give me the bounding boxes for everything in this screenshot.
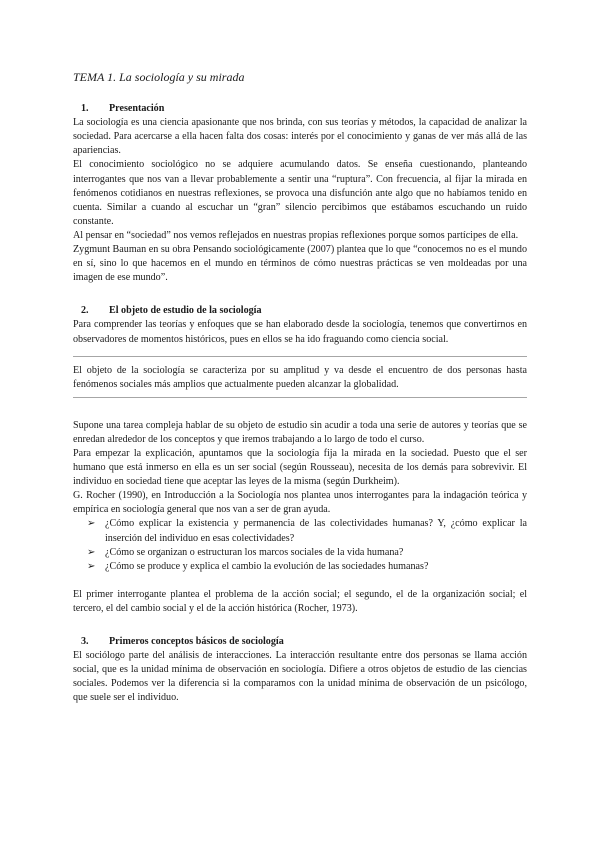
paragraph: Zygmunt Bauman en su obra Pensando sociológicamente (2007) plantea que lo que “conocemos no es el mundo en sí, sino lo que hacemos en el mundo en términos de cómo nuestras prácticas se ven moldeadas por una imagen de ese mundo”. [73, 244, 527, 284]
paragraph: El conocimiento sociológico no se adquiere acumulando datos. Se enseña cuestionando, planteando interrogantes que nos van a llevar probablemente a sentir una “ruptura”. Con frecuencia, al fijar la mirada en fenómenos cotidianos en nuestras reflexiones, se provoca una disfunción ante algo que no habíamos tenido en cuenta. Similar a cuando al escuchar un “gran” silencio percibimos que estábamos escuchando un ruido constante. [73, 159, 527, 227]
paragraph: El primer interrogante plantea el problema de la acción social; el segundo, el de la organización social; el tercero, el del cambio social y el de la acción histórica (Rocher, 1973). [73, 588, 527, 614]
section-number: 1. [81, 103, 89, 115]
list-item-text: ¿Cómo se organizan o estructuran los marcos sociales de la vida humana? [105, 546, 404, 558]
list-item-text: ¿Cómo se produce y explica el cambio la evolución de las sociedades humanas? [105, 560, 429, 572]
paragraph: Para comprender las teorías y enfoques que se han elaborado desde la sociología, tenemos que convertirnos en observadores de momentos históricos, pues en ellos se ha ido fraguando como ciencia social. [73, 319, 527, 345]
paragraph: El sociólogo parte del análisis de interacciones. La interacción resultante entre dos personas se llama acción social, que es la unidad mínima de observación en sociología. Difiere a otros objetos de estudio de las ciencias sociales. Podemos ver la diferencia si la comparamos con la unidad mínima de observación de un psicólogo, que suele ser el individuo. [73, 650, 527, 704]
section-title: El objeto de estudio de la sociología [109, 305, 262, 317]
paragraph: Al pensar en “sociedad” nos vemos reflejados en nuestras propias reflexiones porque somos partícipes de ella. [73, 229, 519, 241]
section-number: 3. [81, 636, 89, 647]
list-item [87, 546, 527, 560]
paragraph: Para empezar la explicación, apuntamos que la sociología fija la mirada en la sociedad. Puesto que el ser humano que está inmerso en ella es un ser social (según Rousseau), necesita de los demás para sobrevivir. El individuo en sociedad tiene que aceptar las leyes de la misma (según Durkheim). [73, 447, 527, 488]
section-1-heading [73, 102, 527, 116]
list-item [87, 517, 527, 545]
highlight-box-text: El objeto de la sociología se caracteriza por su amplitud y va desde el encuentro de dos personas hasta fenómenos sociales más amplios que actualmente pueden alcanzar la globalidad. [73, 364, 527, 390]
arrow-bullet-icon: ➢ [87, 546, 96, 558]
paragraph: G. Rocher (1990), en Introducción a la Sociología nos plantea unos interrogantes para la indagación teórica y empírica en sociología general que nos van a ser de gran ayuda. [73, 490, 527, 516]
paragraph: Supone una tarea compleja hablar de su objeto de estudio sin acudir a toda una serie de autores y teorías que se enredan alrededor de los conceptos y que iremos trabajando a lo largo de todo el curso. [73, 419, 527, 445]
arrow-bullet-icon: ➢ [87, 560, 96, 572]
list-item [87, 560, 527, 574]
section-title: Primeros conceptos básicos de sociología [109, 636, 284, 647]
section-3-heading [73, 635, 527, 649]
document-title: TEMA 1. La sociología y su mirada [73, 70, 245, 84]
paragraph: La sociología es una ciencia apasionante que nos brinda, con sus teorías y métodos, la capacidad de analizar la sociedad. Para acercarse a ella hacen falta dos cosas: interés por el conocimiento y ganas de ver más allá de las apariencias. [73, 117, 527, 157]
section-2-heading [73, 304, 527, 318]
document-content [73, 70, 527, 705]
question-list [73, 517, 527, 573]
arrow-bullet-icon: ➢ [87, 518, 96, 530]
list-item-text: ¿Cómo explicar la existencia y permanencia de las colectividades humanas? Y, ¿cómo explicar la inserción del individuo en esas colectividades? [105, 518, 527, 544]
section-number: 2. [81, 305, 89, 317]
section-title: Presentación [109, 103, 165, 115]
